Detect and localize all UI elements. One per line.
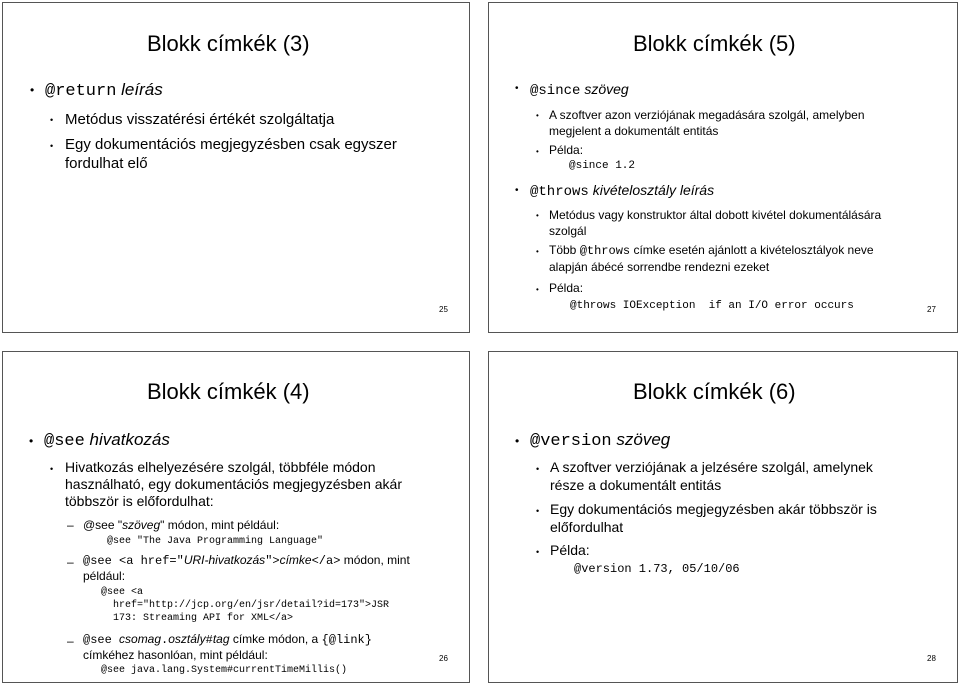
code-example: @since 1.2 [569,160,636,172]
bullet: • [30,83,35,97]
list-item-cont: megjelent a dokumentált entitás [549,124,719,138]
tag-line [530,81,629,99]
bullet: • [536,111,539,120]
list-item-cont: többször is előfordulhat: [65,493,214,509]
dash: – [67,555,74,569]
text: " módon, mint például: [160,518,280,532]
dash: – [67,634,74,648]
list-item: Metódus vagy konstruktor által dobott kivétel dokumentálására [549,208,882,222]
inline-code: "> [265,554,280,568]
code-example: @see java.lang.System#currentTimeMillis() [101,665,348,676]
bullet: • [50,115,54,125]
bullet: • [50,141,54,151]
code-example: @see "The Java Programming Language" [107,536,324,547]
inline-code: </a> [311,554,341,568]
tag-line [530,182,714,200]
list-item: A szoftver azon verziójának megadására szolgál, amelyben [549,108,865,122]
list-item: Egy dokumentációs megjegyzésben akár többször is [550,501,877,517]
inline-code: {@link} [321,633,372,647]
list-item-cont: fordulhat elő [65,155,148,172]
list-item-cont: része a dokumentált entitás [550,477,722,493]
dash: – [67,518,74,532]
tag-code: @since [530,83,581,99]
italic-text: címke [279,553,312,567]
code-example: href="http://jcp.org/en/jsr/detail?id=173">JSR [101,600,390,611]
bullet: • [536,247,539,256]
bullet: • [536,285,539,294]
bullet: • [536,547,540,557]
italic-text: szöveg [122,518,161,532]
list-item-cont: szolgál [549,224,587,238]
italic-text: osztály [168,632,206,646]
inline-code: @throws [579,244,631,258]
text: címke esetén ajánlott a kivételosztályok neve [630,243,874,257]
bullet: • [515,185,519,196]
text: módon, mint [340,553,410,567]
bullet: • [29,434,34,448]
inline-code: @see [83,633,120,647]
text: @see " [83,518,123,532]
bullet: • [50,464,54,474]
bullet: • [536,506,540,516]
slide-26 [2,351,470,683]
page-number: 25 [439,305,448,314]
tag-code: @version [530,432,612,451]
tag-arg: szöveg [584,81,629,97]
list-item: A szoftver verziójának a jelzésére szolgál, amelynek [550,459,873,475]
list-item: Metódus visszatérési értékét szolgáltatja [65,111,335,128]
tag-arg: kivételosztály leírás [592,182,715,198]
slide-title: Blokk címkék (3) [147,31,310,56]
slide-title: Blokk címkék (6) [633,379,796,404]
inline-code: @see <a href=" [83,554,184,568]
list-item-cont: alapján ábécé sorrendbe rendezni ezeket [549,260,770,274]
tag-line [45,80,163,101]
italic-text: tag [212,632,230,646]
sub-item [83,518,279,532]
tag-line [44,430,170,451]
slide-25 [2,2,470,333]
inline-code: . [161,633,169,647]
inline-code: # [205,633,213,647]
sub-item-cont: címkéhez hasonlóan, mint például: [83,648,268,662]
slide-27 [488,2,958,333]
list-item-cont: előfordulhat [550,519,624,535]
bullet: • [515,83,519,94]
italic-text: URI-hivatkozás [183,553,266,567]
tag-arg: hivatkozás [89,430,170,449]
slide-28 [488,351,958,683]
tag-arg: leírás [121,80,163,99]
slide-title: Blokk címkék (5) [633,31,796,56]
tag-code: @throws [530,184,589,200]
code-example: @throws IOException if an I/O error occurs [570,300,854,312]
code-example: @version 1.73, 05/10/06 [574,562,740,576]
page-number: 27 [927,305,936,314]
tag-code: @return [45,82,117,101]
example-label: Példa: [550,542,590,558]
code-example: 173: Streaming API for XML</a> [101,613,294,624]
text: címke módon, a [229,632,322,646]
tag-line [530,430,670,451]
bullet: • [515,434,520,448]
italic-text: csomag [119,632,162,646]
sub-item [83,553,410,568]
sub-item [83,632,372,647]
list-item-cont: használható, egy dokumentációs megjegyzésben akár [65,476,402,492]
page-number: 28 [927,654,936,663]
tag-code: @see [44,432,85,451]
bullet: • [536,464,540,474]
page-number: 26 [439,654,448,663]
tag-arg: szöveg [616,430,671,449]
sub-item-cont: például: [83,569,126,583]
text: Több [549,243,580,257]
list-item [549,243,874,258]
bullet: • [536,211,539,220]
example-label: Példa: [549,143,584,157]
bullet: • [536,147,539,156]
slide-title: Blokk címkék (4) [147,379,310,404]
list-item: Hivatkozás elhelyezésére szolgál, többféle módon [65,459,376,475]
example-label: Példa: [549,281,584,295]
code-example: @see <a [101,587,144,598]
list-item: Egy dokumentációs megjegyzésben csak egyszer [65,136,397,153]
